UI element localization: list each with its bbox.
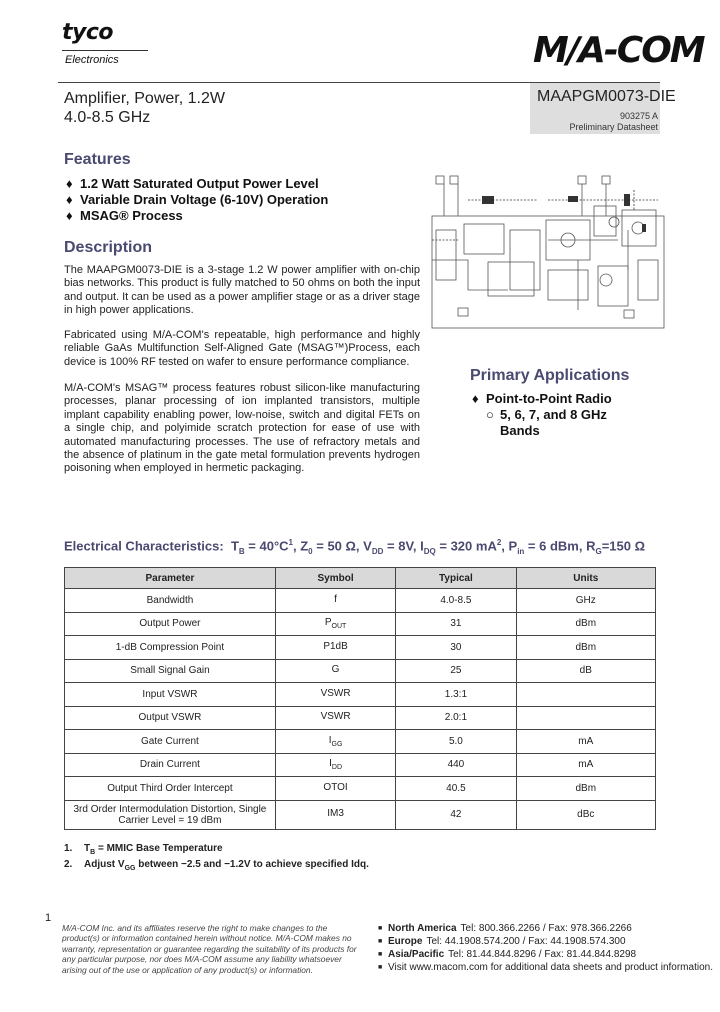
cell-units: dBm (516, 636, 655, 660)
product-title (64, 89, 225, 127)
table-row (65, 730, 656, 754)
cell-parameter: Input VSWR (65, 683, 276, 707)
legal-disclaimer: M/A-COM Inc. and its affiliates reserve the right to make changes to the product(s) or information contained herein without notice. M/A-COM makes no warranty, representation or guarantee regarding the suitability of its products for any particular purpose, nor does M/A-COM assume any liability whatsoever arising out of the use or application of any product(s) or information. (62, 923, 357, 975)
cell-symbol: G (275, 659, 395, 683)
electrical-characteristics-table (64, 567, 656, 830)
cell-parameter: Drain Current (65, 753, 276, 777)
cell-units: dB (516, 659, 655, 683)
table-row (65, 706, 656, 730)
cell-units (516, 683, 655, 707)
application-subitem-cont: Bands (500, 423, 540, 438)
contact-info (378, 922, 713, 974)
cell-parameter: 3rd Order Intermodulation Distortion, Single Carrier Level = 19 dBm (65, 800, 276, 829)
column-header: Units (516, 568, 655, 589)
cell-typical: 30 (396, 636, 516, 660)
table-row (65, 612, 656, 636)
contact-row: ■ North America Tel: 800.366.2266 / Fax: 978.366.2266 (378, 923, 632, 934)
note-item: 2. Adjust $V_{GG}$ between −2.5 and −1.2V to achieve specified Idq. (64, 859, 369, 872)
cell-units (516, 706, 655, 730)
website-link[interactable]: Visit www.macom.com for additional data sheets and product information. (388, 962, 713, 973)
contact-row: ■ Europe Tel: 44.1908.574.200 / Fax: 44.1908.574.300 (378, 936, 626, 947)
contact-row: ■ Visit www.macom.com for additional data sheets and product information. (378, 962, 713, 973)
product-title-line1: Amplifier, Power, 1.2W (64, 90, 225, 107)
cell-typical: 2.0:1 (396, 706, 516, 730)
table-header-row (65, 568, 656, 589)
cell-parameter: Bandwidth (65, 589, 276, 613)
document-status: Preliminary Datasheet (569, 122, 658, 132)
cell-symbol: $I_{GG}$ (275, 730, 395, 754)
cell-symbol: $I_{DD}$ (275, 753, 395, 777)
table-row (65, 659, 656, 683)
cell-units: dBm (516, 612, 655, 636)
cell-parameter: Gate Current (65, 730, 276, 754)
cell-symbol: P1dB (275, 636, 395, 660)
header-divider (58, 82, 530, 83)
cell-units: dBc (516, 800, 655, 829)
table-row (65, 800, 656, 829)
applications-list (472, 391, 612, 439)
macom-logo: M/A-COM (533, 30, 704, 71)
description-title: Description (64, 239, 153, 256)
page-number: 1 (45, 912, 52, 924)
feature-item: ♦ MSAG® Process (66, 208, 183, 223)
cell-symbol: VSWR (275, 683, 395, 707)
table-row (65, 777, 656, 801)
column-header: Typical (396, 568, 516, 589)
feature-item: ♦ 1.2 Watt Saturated Output Power Level (66, 176, 319, 191)
cell-parameter: Output VSWR (65, 706, 276, 730)
table-row (65, 636, 656, 660)
features-list (66, 176, 328, 224)
application-item: ♦ Point-to-Point Radio (472, 391, 612, 406)
electrical-characteristics-title: Electrical Characteristics: $T_B = 40^\circ C^1$, $Z_0 = 50$ Ω, $V_{DD} = 8V$, $I_{DQ} = 320$ $mA^2$, $P_{in} = 6$ dBm, $R_G=150$ Ω (64, 538, 646, 556)
cell-units: mA (516, 730, 655, 754)
cell-units: GHz (516, 589, 655, 613)
description-paragraph: Fabricated using M/A-COM's repeatable, high performance and highly reliable GaAs Multifunction Self-Aligned Gate (MSAG™)Process, each device is 100% RF tested on wafer to ensure performance compliance. (64, 329, 420, 368)
features-title: Features (64, 151, 131, 168)
die-layout-image (428, 170, 668, 334)
feature-item: ♦ Variable Drain Voltage (6-10V) Operation (66, 192, 329, 207)
table-notes (64, 843, 369, 875)
description-paragraph: The MAAPGM0073-DIE is a 3-stage 1.2 W power amplifier with on-chip bias networks. This product is fully matched to 50 ohms on both the input and output. It can be used as a power amplifier stage or as a driver stage in high power applications. (64, 264, 420, 317)
part-number: MAAPGM0073-DIE (537, 88, 676, 105)
description-paragraph: M/A-COM's MSAG™ process features robust silicon-like manufacturing processes, planar processing of ion implanted transistors, multiple implant capability enabling power, low-noise, switch and digital FETs on a single chip, and polyimide scratch protection for ease of use with automated manufacturing processes. The use of refractory metals and the absence of platinum in the gate metal formulation prevents hydrogen poisoning when employed in hermetic packaging. (64, 382, 420, 475)
cell-typical: 1.3:1 (396, 683, 516, 707)
cell-typical: 440 (396, 753, 516, 777)
tyco-logo-rule (62, 50, 148, 51)
cell-symbol: OTOI (275, 777, 395, 801)
cell-parameter: Output Power (65, 612, 276, 636)
cell-typical: 4.0-8.5 (396, 589, 516, 613)
table-row (65, 589, 656, 613)
cell-typical: 40.5 (396, 777, 516, 801)
column-header: Symbol (275, 568, 395, 589)
cell-symbol: VSWR (275, 706, 395, 730)
note-item: 1. $T_B$ = MMIC Base Temperature (64, 843, 223, 856)
header-divider-right (530, 82, 660, 83)
cell-units: dBm (516, 777, 655, 801)
cell-typical: 42 (396, 800, 516, 829)
applications-title: Primary Applications (470, 367, 630, 384)
cell-parameter: Small Signal Gain (65, 659, 276, 683)
tyco-logo: tyco (62, 20, 114, 45)
product-title-line2: 4.0-8.5 GHz (64, 109, 151, 126)
table-row (65, 753, 656, 777)
cell-symbol: $P_{OUT}$ (275, 612, 395, 636)
cell-typical: 25 (396, 659, 516, 683)
tyco-logo-subtitle: Electronics (65, 54, 119, 66)
cell-symbol: IM3 (275, 800, 395, 829)
contact-row: ■ Asia/Pacific Tel: 81.44.844.8296 / Fax: 81.44.844.8298 (378, 949, 637, 960)
cell-typical: 31 (396, 612, 516, 636)
cell-symbol: f (275, 589, 395, 613)
table-body (65, 589, 656, 830)
cell-units: mA (516, 753, 655, 777)
table-row (65, 683, 656, 707)
cell-typical: 5.0 (396, 730, 516, 754)
document-revision: 903275 A (619, 111, 658, 121)
cell-parameter: 1-dB Compression Point (65, 636, 276, 660)
cell-parameter: Output Third Order Intercept (65, 777, 276, 801)
column-header: Parameter (65, 568, 276, 589)
application-subitem: ○ 5, 6, 7, and 8 GHz (486, 407, 607, 422)
